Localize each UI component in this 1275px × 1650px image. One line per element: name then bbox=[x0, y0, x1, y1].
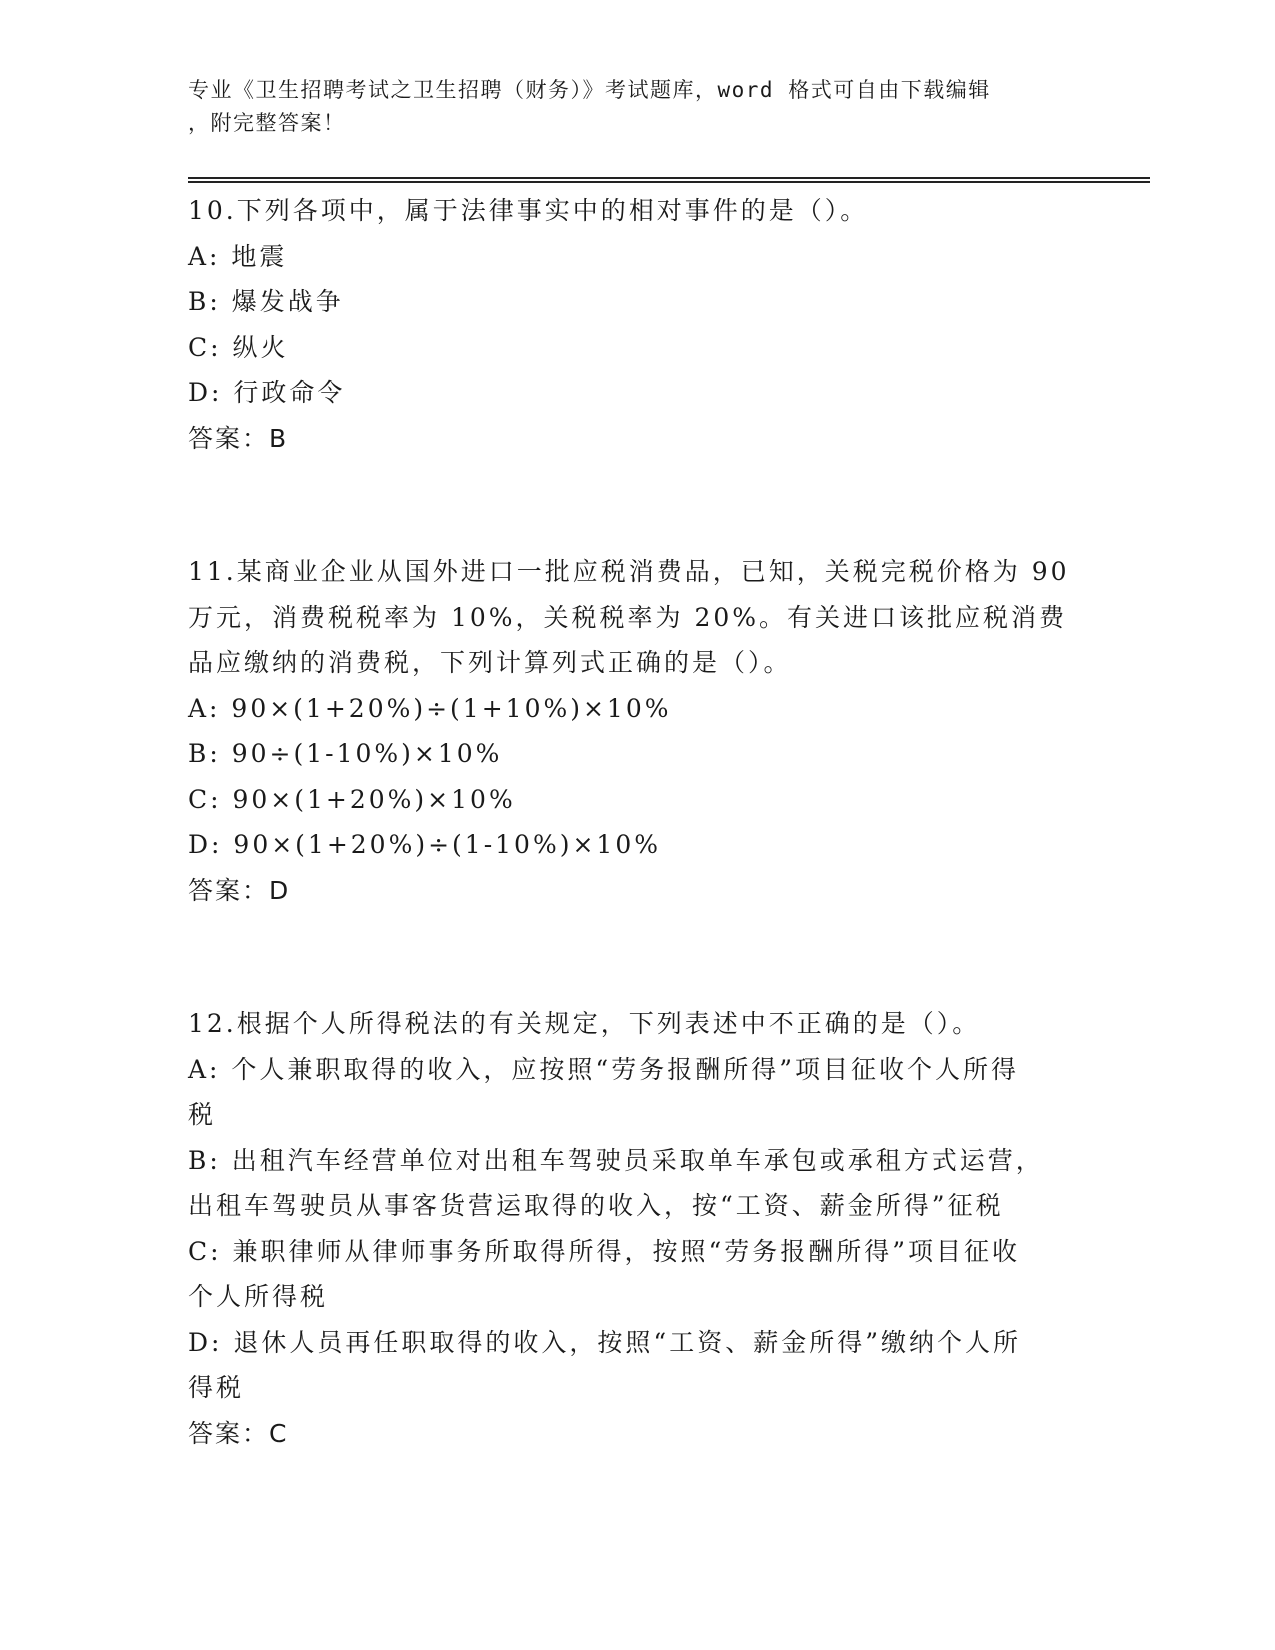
answer-line: 答案：B bbox=[188, 423, 289, 453]
option-d: D: 90×(1+20%)÷(1-10%)×10% bbox=[188, 830, 661, 859]
option-b-line-2: 出租车驾驶员从事客货营运取得的收入，按“工资、薪金所得”征税 bbox=[188, 1191, 1004, 1220]
option-a: A: 90×(1+20%)÷(1+10%)×10% bbox=[188, 693, 672, 723]
option-d: D: 行政命令 bbox=[188, 378, 346, 407]
answer-line: 答案：C bbox=[188, 1418, 289, 1448]
question-list bbox=[188, 188, 1078, 1456]
option-d-line-2: 得税 bbox=[188, 1373, 245, 1402]
question-stem-line-1: 11.某商业企业从国外进口一批应税消费品，已知，关税完税价格为 90 bbox=[188, 557, 1070, 586]
question-stem-line-3: 品应缴纳的消费税，下列计算列式正确的是（）。 bbox=[188, 648, 792, 677]
header-line-2: ，附完整答案！ bbox=[188, 111, 346, 135]
header-divider-bottom bbox=[188, 181, 1150, 183]
option-c-line-1: C: 兼职律师从律师事务所取得所得，按照“劳务报酬所得”项目征收 bbox=[188, 1236, 1021, 1266]
option-a-line-1: A: 个人兼职取得的收入，应按照“劳务报酬所得”项目征收个人所得 bbox=[188, 1054, 1019, 1084]
option-c-line-2: 个人所得税 bbox=[188, 1282, 329, 1311]
option-b-line-1: B: 出租汽车经营单位对出租车驾驶员采取单车承包或承租方式运营， bbox=[188, 1145, 1044, 1175]
question-spacer bbox=[188, 461, 1078, 549]
question-10 bbox=[188, 188, 1078, 461]
option-c: C: 纵火 bbox=[188, 332, 289, 362]
option-b: B: 90÷(1-10%)×10% bbox=[188, 739, 503, 768]
question-stem: 12.根据个人所得税法的有关规定，下列表述中不正确的是（）。 bbox=[188, 1009, 981, 1038]
question-stem-line-2: 万元，消费税税率为 10%，关税税率为 20%。有关进口该批应税消费 bbox=[188, 602, 1068, 632]
question-spacer bbox=[188, 913, 1078, 1001]
answer-line: 答案：D bbox=[188, 875, 291, 905]
document-header bbox=[188, 74, 1068, 140]
option-a: A: 地震 bbox=[188, 241, 288, 271]
question-11 bbox=[188, 549, 1078, 913]
question-stem: 10.下列各项中，属于法律事实中的相对事件的是（）。 bbox=[188, 196, 869, 225]
option-c: C: 90×(1+20%)×10% bbox=[188, 784, 516, 814]
option-b: B: 爆发战争 bbox=[188, 287, 344, 316]
question-12 bbox=[188, 1001, 1078, 1456]
option-a-line-2: 税 bbox=[188, 1100, 217, 1129]
header-line-1: 专业《卫生招聘考试之卫生招聘（财务）》考试题库，word 格式可自由下载编辑 bbox=[188, 78, 991, 102]
header-divider-top bbox=[188, 177, 1150, 179]
option-d-line-1: D: 退休人员再任职取得的收入，按照“工资、薪金所得”缴纳个人所 bbox=[188, 1327, 1021, 1357]
